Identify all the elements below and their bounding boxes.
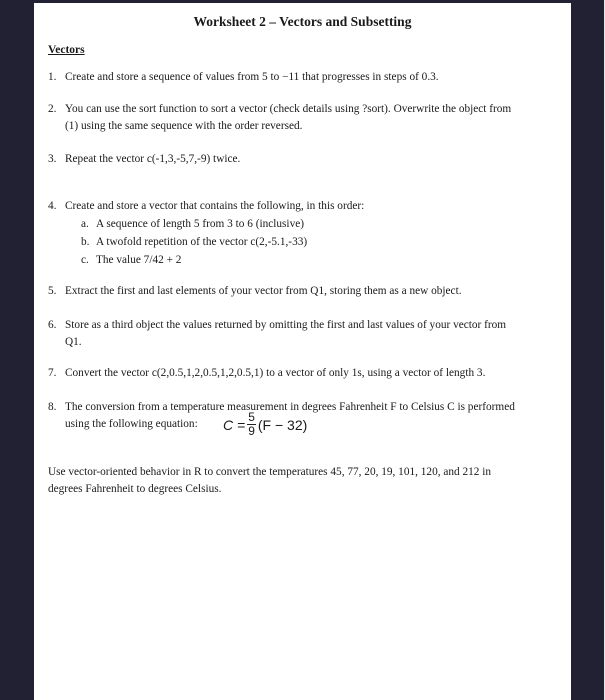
question-text: You can use the sort function to sort a vector (check details using ?sort). Overwrite the object from	[65, 103, 512, 115]
worksheet-title: Worksheet 2 – Vectors and Subsetting	[193, 14, 412, 29]
question-number: 1.	[48, 71, 57, 83]
question-number: 8.	[48, 401, 57, 413]
subitem-text: A twofold repetition of the vector c(2,-5.1,-33)	[96, 236, 308, 248]
question-text: (1) using the same sequence with the order reversed.	[65, 120, 303, 132]
question-number: 2.	[48, 103, 57, 115]
subitem-text: The value 7/42 + 2	[96, 254, 182, 266]
question-text: The conversion from a temperature measurement in degrees Fahrenheit F to Celsius C is performed	[65, 401, 515, 413]
celsius-equation	[223, 411, 307, 438]
question-text: Store as a third object the values returned by omitting the first and last values of your vector from	[65, 319, 507, 331]
question-text: Create and store a sequence of values from 5 to −11 that progresses in steps of 0.3.	[65, 71, 439, 83]
question-text: Repeat the vector c(-1,3,-5,7,-9) twice.	[65, 153, 241, 165]
equation-rhs: (F − 32)	[257, 416, 308, 433]
question-text: using the following equation:	[65, 418, 198, 430]
fraction-denominator: 9	[248, 424, 255, 438]
equation-lhs: C =	[223, 416, 246, 433]
question-text: Create and store a vector that contains the following, in this order:	[65, 200, 365, 212]
worksheet-page	[34, 3, 571, 700]
subitem-letter: b.	[81, 236, 90, 248]
question-number: 3.	[48, 153, 57, 165]
question-number: 5.	[48, 285, 57, 297]
question-text: Q1.	[65, 336, 82, 348]
question-text: Convert the vector c(2,0.5,1,2,0.5,1,2,0.5,1) to a vector of only 1s, using a vector of length 3.	[65, 367, 486, 379]
closing-paragraph-line: Use vector-oriented behavior in R to convert the temperatures 45, 77, 20, 19, 101, 120, and 212 in	[48, 466, 492, 478]
fraction-numerator: 5	[248, 410, 255, 424]
subitem-letter: c.	[81, 254, 89, 266]
question-number: 6.	[48, 319, 57, 331]
question-number: 4.	[48, 200, 57, 212]
fraction	[247, 411, 256, 438]
subitem-text: A sequence of length 5 from 3 to 6 (inclusive)	[96, 218, 304, 230]
section-heading-vectors: Vectors	[48, 44, 85, 56]
closing-paragraph-line: degrees Fahrenheit to degrees Celsius.	[48, 483, 222, 495]
question-number: 7.	[48, 367, 57, 379]
subitem-letter: a.	[81, 218, 89, 230]
question-text: Extract the first and last elements of your vector from Q1, storing them as a new object.	[65, 285, 462, 297]
